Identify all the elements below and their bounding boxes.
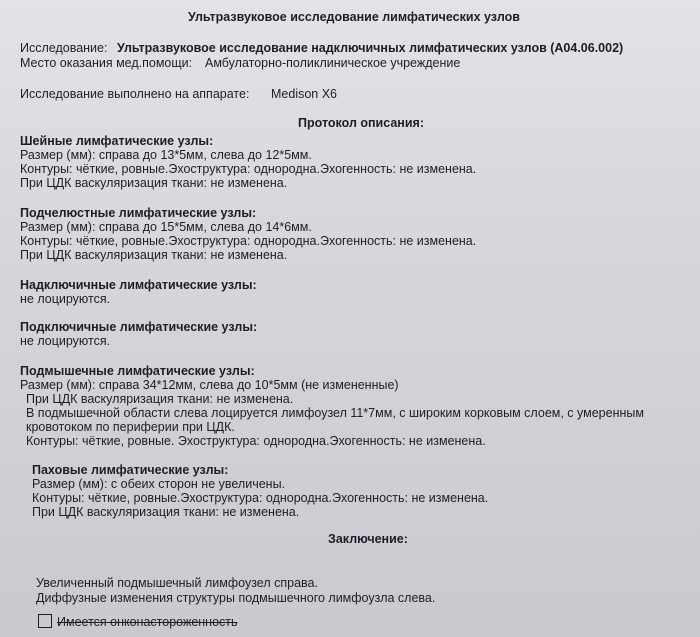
section-line: При ЦДК васкуляризация ткани: не изменена. — [26, 392, 294, 406]
section-heading-subclavian: Подключичные лимфатические узлы: — [20, 320, 258, 334]
conclusion-line: Диффузные изменения структуры подмышечного лимфоузла слева. — [36, 591, 436, 605]
section-heading-cervical: Шейные лимфатические узлы: — [20, 134, 214, 148]
conclusion-line: Увеличенный подмышечный лимфоузел справа. — [36, 576, 318, 590]
oncology-alert-label: Имеется онконастороженность — [57, 615, 238, 629]
section-line: Размер (мм): справа 34*12мм, слева до 10*5мм (не измененные) — [20, 378, 399, 392]
study-name: Ультразвуковое исследование надключичных лимфатических узлов (А04.06.002) — [117, 41, 624, 55]
section-line: Контуры: чёткие, ровные. Эхоструктура: однородна.Эхогенность: не изменена. — [26, 434, 486, 448]
section-line: кровотоком по периферии при ЦДК. — [26, 420, 235, 434]
oncology-alert-checkbox[interactable] — [38, 614, 52, 628]
section-line: не лоцируются. — [20, 334, 111, 348]
conclusion-heading: Заключение: — [328, 532, 408, 546]
section-line: При ЦДК васкуляризация ткани: не изменена. — [20, 176, 288, 190]
section-line: При ЦДК васкуляризация ткани: не изменена. — [32, 505, 300, 519]
section-line: Контуры: чёткие, ровные.Эхоструктура: однородна.Эхогенность: не изменена. — [20, 234, 477, 248]
section-line: При ЦДК васкуляризация ткани: не изменена. — [20, 248, 288, 262]
protocol-heading: Протокол описания: — [298, 116, 424, 130]
section-line: Размер (мм): справа до 15*5мм, слева до 14*6мм. — [20, 220, 312, 234]
place-value: Амбулаторно-поликлиническое учреждение — [205, 56, 461, 70]
section-line: не лоцируются. — [20, 292, 111, 306]
section-line: Контуры: чёткие, ровные.Эхоструктура: однородна.Эхогенность: не изменена. — [20, 162, 477, 176]
device-value: Medison X6 — [271, 87, 338, 101]
document-title: Ультразвуковое исследование лимфатических узлов — [188, 10, 520, 24]
place-label: Место оказания мед.помощи: — [20, 56, 193, 70]
section-line: В подмышечной области слева лоцируется лимфоузел 11*7мм, с широким корковым слоем, с умеренным — [26, 406, 644, 420]
section-line: Размер (мм): справа до 13*5мм, слева до 12*5мм. — [20, 148, 312, 162]
section-heading-axillary: Подмышечные лимфатические узлы: — [20, 364, 255, 378]
section-line: Размер (мм): с обеих сторон не увеличены. — [32, 477, 286, 491]
section-heading-submandibular: Подчелюстные лимфатические узлы: — [20, 206, 257, 220]
section-heading-inguinal: Паховые лимфатические узлы: — [32, 463, 229, 477]
device-label: Исследование выполнено на аппарате: — [20, 87, 250, 101]
study-label: Исследование: — [20, 41, 108, 55]
section-line: Контуры: чёткие, ровные.Эхоструктура: однородна.Эхогенность: не изменена. — [32, 491, 489, 505]
section-heading-supraclavicular: Надключичные лимфатические узлы: — [20, 278, 257, 292]
